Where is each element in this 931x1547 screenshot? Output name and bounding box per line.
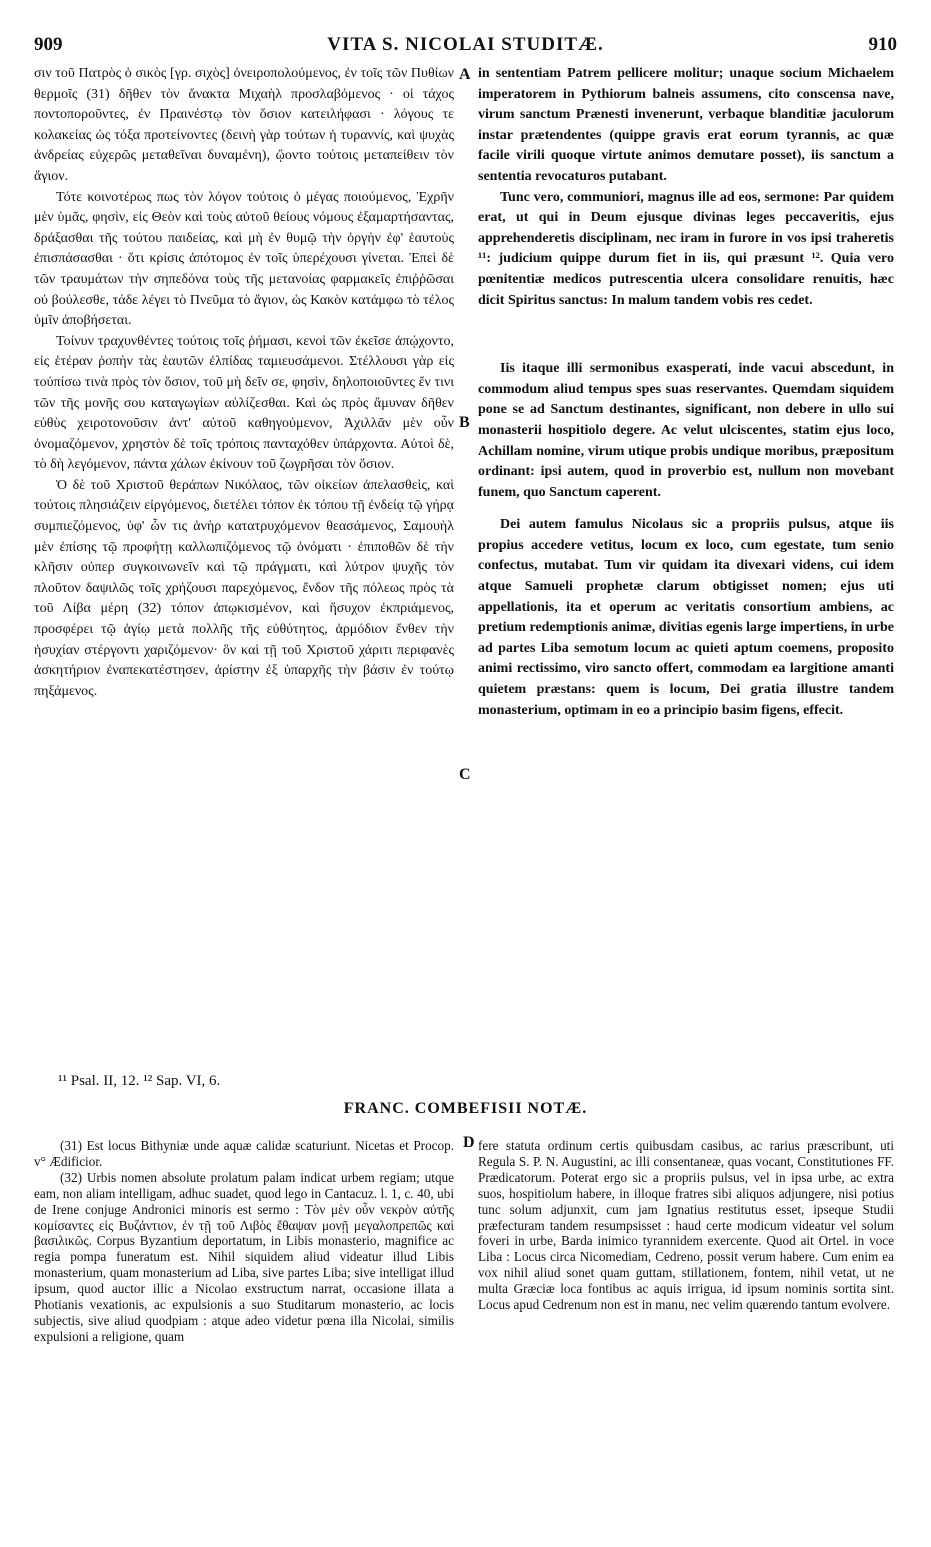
notes-right-column [478, 1138, 894, 1313]
latin-paragraph-1: in sententiam Patrem pellicere molitur; unaque socium Michaelem imperatorem in Pythiorum balneis assumens, cito conscensa nave, virum sanctum Prænesti invenerunt, verbaque blanditiæ jaculorum instar prætendentes (quippe gravis erat eorum tyrannis, ac quæ facile virili quoque virtute animos demutare posset), iis sanctum a sententia revocaturos putabant. [478, 66, 894, 184]
latin-column [478, 64, 894, 721]
greek-paragraph-4: Ὁ δὲ τοῦ Χριστοῦ θεράπων Νικόλαος, τῶν οἰκείων ἀπελασθεὶς, καὶ τούτοις πλησιάζειν εἰργόμενος, διετέλει τόπον ἐκ τόπου τῇ ἐνδείᾳ τῷ γήρᾳ συμπιεζόμενος, ὑφ' ὧν τις ἀνὴρ κατατρυχόμενον θεασάμενος, Σαμουὴλ μὲν ἐπίσης τῷ προφήτῃ καλλωπιζόμενος τῷ ὀνόματι · ἐπιποθῶν δὲ τὴν κλῆσιν οὐπερ συγκοινωνεῖν καὶ τῷ πράγματι, καὶ λύτρον ψυχῆς τὸν πλοῦτον δαψιλῶς τοῖς χρήζουσι παρεχόμενος, ἔνδον τῆς πόλεως πρὸς τὰ τοῦ Λίβα μέρη (32) τόπον ἀπῳκισμένον, καὶ ἥσυχον ἐκπριάμενος, προσφέρει τῷ ἁγίῳ μετὰ πολλῆς τῆς εὐθύτητος, ἁρμόδιον ἔνθεν τὴν ἡσυχίαν στέργοντι χαριζόμενον· ὃν καὶ τῇ τοῦ Χριστοῦ χάριτι περιφανὲς ἀσκητήριον ἐναπεκατέστησεν, ἀρίστην ἐξ ὑπαρχῆς τὴν βάσιν ἐν τούτῳ πηξάμενος. [34, 477, 454, 699]
left-page-number: 909 [34, 34, 63, 55]
greek-paragraph-2: Τότε κοινοτέρως πως τὸν λόγον τούτοις ὁ μέγας ποιούμενος, Ἐχρῆν μὲν ὑμᾶς, φησὶν, εἰς Θεὸν καὶ τοὺς αὐτοῦ θείους νόμους ἐξαμαρτήσαντας, δράξασθαι τῆς τούτου παιδείας, καὶ μὴ ἐν θυμῷ τὴν ὀργὴν ἐφ' ἑαυτοὺς ἐπισπάσασθαι · ὅτι κρίσις ἀπότομος ἐν τοῖς ὑπερέχουσι γίνεται. Ἐπεὶ δὲ τῶν τραυμάτων τὴν σηπεδόνα τοὺς τῆς μετανοίας φαρμακεῖς ἐπιῤῥῶσαι οὐ βούλεσθε, τάδε λέγει τὸ Πνεῦμα τὸ ἅγιον, ὡς Κακὸν κατάμφω τὸ τέλος ὑμῖν ἀποβήσεται. [34, 189, 454, 329]
greek-paragraph-3: Τοίνυν τραχυνθέντες τούτοις τοῖς ῥήμασι, κενοὶ τῶν ἐκεῖσε ἀπῴχοντο, εἰς ἑτέραν ῥοπὴν τὰς ἑαυτῶν ἐλπίδας ταμιευσάμενοι. Στέλλουσι γὰρ εἰς τοὐπίσω τινὰ πρὸς τὸν ὅσιον, τοῦ μὴ δεῖν σε, φησὶν, δηλοποιοῦντες ἔν τινι τῶν τῆς μονῆς σου καταγωγίων αὐλίζεσθαι. Καὶ ὡς πρὸς ἄμυναν δῆθεν εὐθὺς χειροτονοῦσιν ἀντ' αὐτοῦ καθηγούμενον, Ἀχιλλᾶν μὲν οὖν ὀνομαζόμενον, χρηστὸν δὲ τοῖς τρόποις πανταχόθεν ὑπάρχοντα. Αὐτοὶ δὲ, τὸ δὴ λεγόμενον, πάντα χάλων ἐκίνουν τοῦ ζωγρῆσαι τὸν ὅσιον. [34, 333, 454, 473]
margin-letter-d: D [463, 1134, 475, 1151]
margin-letter-a: A [459, 66, 471, 83]
footnote-references: ¹¹ Psal. II, 12. ¹² Sap. VI, 6. [58, 1073, 221, 1089]
margin-letter-b: B [459, 414, 470, 431]
notes-left-column [34, 1138, 454, 1345]
margin-letter-c: C [459, 766, 471, 783]
page-header [34, 34, 897, 60]
running-title: VITA S. NICOLAI STUDITÆ. [327, 34, 604, 55]
note-32: (32) Urbis nomen absolute prolatum palam indicat urbem regiam; utque eam, non aliam intelligam, adhuc suadet, quod lego in Cantacuz. l. 1, c. 40, ubi de Irene conjuge Andronici minoris est sermo : Τὸν μὲν οὖν νεκρὸν αὐτῆς κομίσαντες εἰς Βυζάντιον, ἐν τῇ τοῦ Λιβὸς ἔθαψαν μονῇ μεγαλοπρεπῶς καὶ βασιλικῶς. Corpus Byzantium deportatum, in Libis monasterio, magnifice ac regia pompa funeratum est. Nihil siquidem aliud videatur illud Libis monasterium, quam monasterium ad Liba, sive partes Liba; sive intelligat illud ipsum, quod auctor illic a Nicolao exstructum narrat, occasione illata a Photianis vexationis, ac expulsionis a suo Studitarum monasterio, ac locis subjectis, sive aliud quodpiam : atque adeo videtur pœna illa Nicolai, similis expulsioni a religione, quam [34, 1169, 454, 1344]
right-page-number: 910 [868, 34, 897, 55]
latin-paragraph-3: Iis itaque illi sermonibus exasperati, inde vacui abscedunt, in commodum aliud tempus spes suas reservantes. Quemdam siquidem pone se ad Sanctum destinantes, significant, non debere in ullo sui monasterii hospitiolo degere. Ac velut ulciscentes, statim ejus loco, Achillam nomine, virum utique probis undique moribus, præpositum ordinant: ipsi autem, quod in proverbio est, nullum non movebant funem, quo Sanctum caperent. [478, 361, 894, 500]
latin-paragraph-4: Dei autem famulus Nicolaus sic a propriis pulsus, atque iis propius accedere vetitus, locum ex loco, cum egestate, tum senio confectus, mutabat. Tum vir quidam ita divexari videns, cui idem atque Samueli prophetæ clarum obtigisset nomen; ejus uti appellationis, ita et operum ac veritatis consortium ambiens, ac pretium redemptionis animæ, divitias egenis large impertiens, in urbe ad partes Liba semotum locum ac quieti aptum coemens, proposito animi rectissimo, viro sancto offert, commodam ea largitione amanti quietem præstans: quem is locum, Dei gratia illustre tandem monasterium, optimam in eo a principio basim figens, effecit. [478, 517, 894, 718]
latin-paragraph-2: Tunc vero, communiori, magnus ille ad eos, sermone: Par quidem erat, ut qui in Deum ejusque divinas leges peccaveritis, ejus apprehenderetis disciplinam, nec iram in furore in vos ipsi traheretis ¹¹: judicium quippe durum fiet in iis, qui præsunt ¹². Quia vero pœnitentiæ medicos putrescentia ulcera consolidare renuitis, hæc dicit Spiritus sanctus: In malum tandem vobis res cedet. [478, 189, 894, 308]
greek-paragraph-1: σιν τοῦ Πατρὸς ὁ σικὸς [γρ. σιχὸς] ὀνειροπολούμενος, ἐν τοῖς τῶν Πυθίων θερμοῖς (31) δῆθεν τὸν ἄνακτα Μιχαὴλ προσλαβόμενος · οἱ τάχος ποντοπορoῦντες, ἐν Πραινέστῳ τὸν ὅσιον κατειλήφασι · λόγους τε κολακείας ὡς τόξα προτείνοντες (δεινὴ γὰρ τούτων ἡ τυραννίς, καὶ ψυχὰς ἀνδρείας εὐχερῶς μεταθεῖναι δυναμένη), ᾤοντο τούτοις μεταπείθειν τὸν ἅγιον. [34, 66, 454, 184]
notes-heading: FRANC. COMBEFISII NOTÆ. [343, 1100, 588, 1117]
note-31: (31) Est locus Bithyniæ unde aquæ calidæ scaturiunt. Nicetas et Procop. v° Ædificior. [34, 1138, 454, 1169]
greek-column [34, 64, 454, 702]
note-32-continued: fere statuta ordinum certis quibusdam casibus, ac rarius præscribunt, uti Regula S. P. N. Augustini, ac illi consentaneæ, quas vocant, Constitutiones FF. Prædicatorum. Poterat ergo sic a propriis pulsus, vel in ipsa urbe, ac extra suos, hospitiolum habere, in illoque fratres sibi aliquos adjungere, nisi potius tunc solum adjunxit, cum jam Ignatius restitutus esset, ipseque Studii præfecturam tandem resumpsisset : haud certe modicum videatur vel solum foveri in urbe, Barda inimico tyrannidem exercente. Quod ait Ortel. in voce Liba : Locus circa Nicomediam, Cedreno, possit verum habere. Cum enim ea vox nihil aliud sonet quam guttam, stillationem, fontem, nihil vetat, ut ne multa Græciæ loca fontibus ac aquis irrigua, id ipsum nominis sortita sint. Locus apud Cedrenum non est in manu, nec velim quærendo tantum evolvere. [478, 1138, 894, 1313]
